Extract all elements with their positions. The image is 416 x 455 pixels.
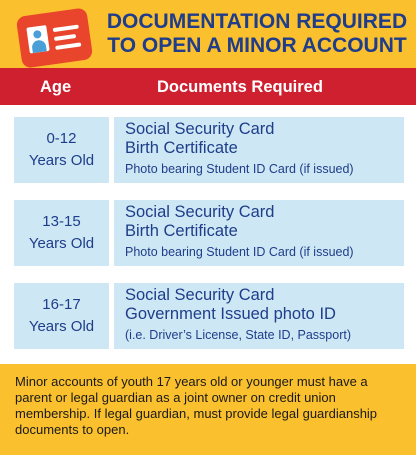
age-cell xyxy=(14,200,109,266)
column-documents: Documents Required xyxy=(157,78,323,96)
document-note: (i.e. Driver’s License, State ID, Passport) xyxy=(125,328,352,342)
age-unit: Years Old xyxy=(28,318,95,335)
age-range: 13-15 xyxy=(42,213,81,230)
document-item: Birth Certificate xyxy=(125,222,238,240)
age-range: 16-17 xyxy=(42,296,81,313)
column-header xyxy=(0,68,416,105)
document-item: Social Security Card xyxy=(125,203,275,221)
footnote-text: Minor accounts of youth 17 years old or younger must have a parent or legal guardian as a joint owner on credit union membership. If legal guardian, must provide legal guardianship documents to open. xyxy=(15,374,378,437)
age-unit: Years Old xyxy=(28,152,95,169)
age-cell xyxy=(14,117,109,183)
document-item: Government Issued photo ID xyxy=(125,305,336,323)
age-range: 0-12 xyxy=(46,130,77,147)
documents-cell xyxy=(114,200,404,266)
document-note: Photo bearing Student ID Card (if issued) xyxy=(125,162,354,176)
header-banner xyxy=(0,0,416,68)
document-item: Social Security Card xyxy=(125,286,275,304)
id-photo xyxy=(26,25,49,54)
id-card-line xyxy=(55,42,81,50)
footnote-box xyxy=(0,364,416,455)
document-item: Birth Certificate xyxy=(125,139,238,157)
document-item: Social Security Card xyxy=(125,120,275,138)
page-title xyxy=(102,10,412,58)
document-note: Photo bearing Student ID Card (if issued) xyxy=(125,245,354,259)
documents-cell xyxy=(114,117,404,183)
age-cell xyxy=(14,283,109,349)
id-card-line xyxy=(54,34,76,41)
title-line-2: TO OPEN A MINOR ACCOUNT xyxy=(107,34,407,57)
id-card-line xyxy=(53,25,79,33)
age-unit: Years Old xyxy=(28,235,95,252)
id-card-icon xyxy=(16,7,94,68)
documents-cell xyxy=(114,283,404,349)
title-line-1: DOCUMENTATION REQUIRED xyxy=(106,10,408,33)
column-age: Age xyxy=(40,78,72,96)
